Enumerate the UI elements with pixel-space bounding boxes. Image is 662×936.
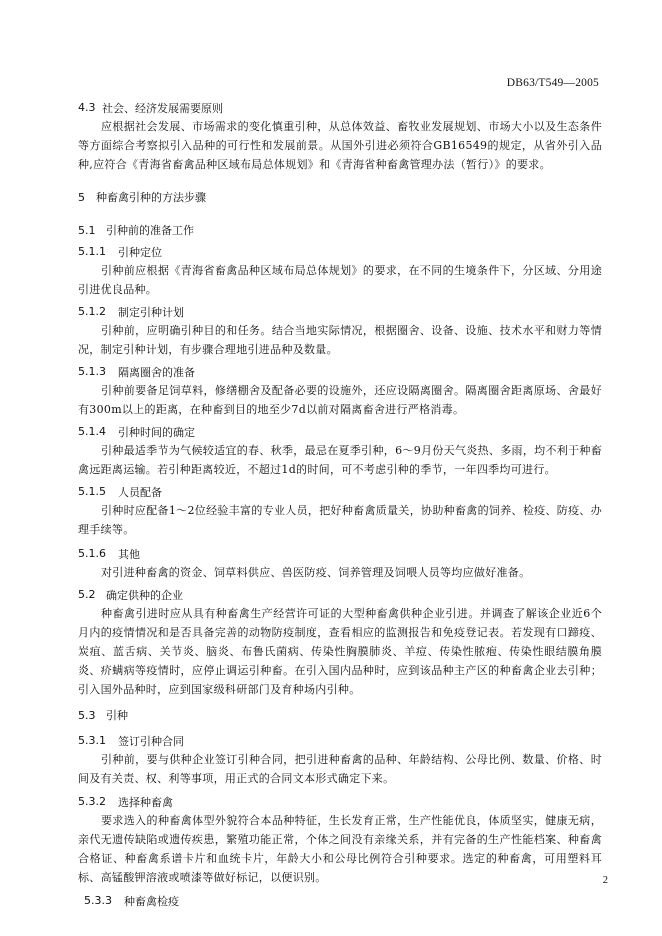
heading-title: 选择种畜禽 [118,795,173,809]
heading-number: 5.3 [78,708,96,722]
heading-title: 其他 [118,547,140,561]
paragraph: 引种前，应明确引种目的和任务。结合当地实际情况，根据圈舍、设备、设施、技术水平和财力等情况，制定引种计划，有步骤合理地引进品种及数量。 [78,324,602,356]
paragraph: 引种最适季节为气候较适宜的春、秋季，最忌在夏季引种，6～9月份天气炎热、多雨，均不利于种畜禽远距离运输。若引种距离较近，不超过1d的时间，可不考虑引种的季节，一年四季均可进行。 [78,444,602,476]
heading-5-1-4 [78,422,602,441]
heading-number: 5 [78,190,85,204]
heading-title: 确定供种的企业 [106,588,183,602]
heading-number: 5.1.4 [78,425,106,438]
heading-5-3-2 [78,792,602,811]
page-number: 2 [602,875,608,886]
heading-title: 引种前的准备工作 [106,224,194,237]
heading-5-1-2 [78,302,602,321]
paragraph: 引种前应根据《青海省畜禽品种区域布局总体规划》的要求，在不同的生境条件下，分区域、分用途引进优良品种。 [78,264,602,296]
heading-title: 社会、经济发展需要原则 [102,101,223,115]
heading-title: 人员配备 [118,485,162,499]
heading-number: 5.1.6 [78,547,106,560]
heading-5-3-1 [78,731,602,750]
heading-5-1-6 [78,544,602,563]
heading-5-3-3 [78,891,602,910]
heading-number: 5.1.1 [78,245,106,258]
paragraph: 要求选入的种畜禽体型外貌符合本品种特征，生长发育正常，生产性能优良，体质坚实，健康无病，亲代无遗传缺陷或遗传疾患，繁殖功能正常，个体之间没有亲缘关系，并有完备的生产性能档案、种畜禽合格证、种畜禽系谱卡片和血统卡片，年龄大小和公母比例符合引种要求。选定的种畜禽，可用塑料耳标、高锰酸钾溶液或喷漆等做好标记，以便识别。 [78,814,602,884]
heading-5-1-1 [78,242,602,261]
heading-number: 5.1.3 [78,365,106,378]
document-body [78,98,602,910]
heading-5-1 [78,220,602,240]
paragraph: 应根据社会发展、市场需求的变化慎重引种，从总体效益、畜牧业发展规划、市场大小以及生态条件等方面综合考察拟引入品种的可行性和发展前景。从国外引进必须符合GB16549的规定，从省外引入品种,应符合《青海省畜禽品种区域布局总体规划》和《青海省种畜禽管理办法（暂行）》的要求。 [78,120,602,171]
heading-number: 5.3.3 [84,894,112,907]
doc-id: DB63/T549—2005 [506,77,599,89]
heading-number: 5.2 [78,588,96,601]
heading-4-3 [78,98,602,117]
heading-number: 5.3.1 [78,734,106,747]
heading-title: 隔离圈舍的准备 [118,365,195,379]
heading-number: 5.3.2 [78,795,106,808]
heading-title: 种畜禽引种的方法步骤 [96,191,206,204]
heading-title: 引种时间的确定 [118,425,195,439]
heading-title: 种畜禽检疫 [124,894,179,908]
paragraph: 引种前，要与供种企业签订引种合同，把引进种畜禽的品种、年龄结构、公母比例、数量、价格、时间及有关责、权、利等事项，用正式的合同文本形式确定下来。 [78,753,602,785]
paragraph: 对引进种畜禽的资金、饲草料供应、兽医防疫、饲养管理及饲喂人员等均应做好准备。 [101,566,531,579]
heading-5-1-5 [78,482,602,501]
paragraph: 种畜禽引进时应从具有种畜禽生产经营许可证的大型种畜禽供种企业引进。并调查了解该企业近6个月内的疫情情况和是否具备完善的动物防疫制度，查看相应的监测报告和免疫登记表。若发现有口蹄疫、炭疽、蓝舌病、关节炎、脑炎、布鲁氏菌病、传染性胸膜肺炎、羊痘、传染性脓疱、传染性眼结膜角膜炎、疥螨病等疫情时，应停止调运引种畜。在引入国内品种时，应到该品种主产区的种畜禽企业去引种；引入国外品种时，应到国家级科研部门及育种场内引种。 [78,607,602,696]
heading-5-1-3 [78,362,602,381]
heading-title: 引种定位 [118,245,162,259]
heading-title: 引种 [106,709,128,722]
heading-number: 5.1.5 [78,485,106,498]
heading-5-2 [78,585,602,604]
heading-5-3 [78,705,602,725]
paragraph: 引种前要备足饲草料，修缮棚舍及配备必要的设施外，还应设隔离圈舍。隔离圈舍距离原场、舍最好有300m以上的距离，在种畜到目的地至少7d以前对隔离畜舍进行严格消毒。 [78,384,602,416]
heading-number: 5.1 [78,223,96,237]
heading-number: 4.3 [78,101,96,114]
heading-number: 5.1.2 [78,305,106,318]
paragraph: 引种时应配备1～2位经验丰富的专业人员，把好种畜禽质量关，协助种畜禽的饲养、检疫、防疫、办理手续等。 [78,504,602,536]
heading-title: 签订引种合同 [118,734,184,748]
heading-title: 制定引种计划 [118,305,184,319]
heading-5 [78,187,602,207]
